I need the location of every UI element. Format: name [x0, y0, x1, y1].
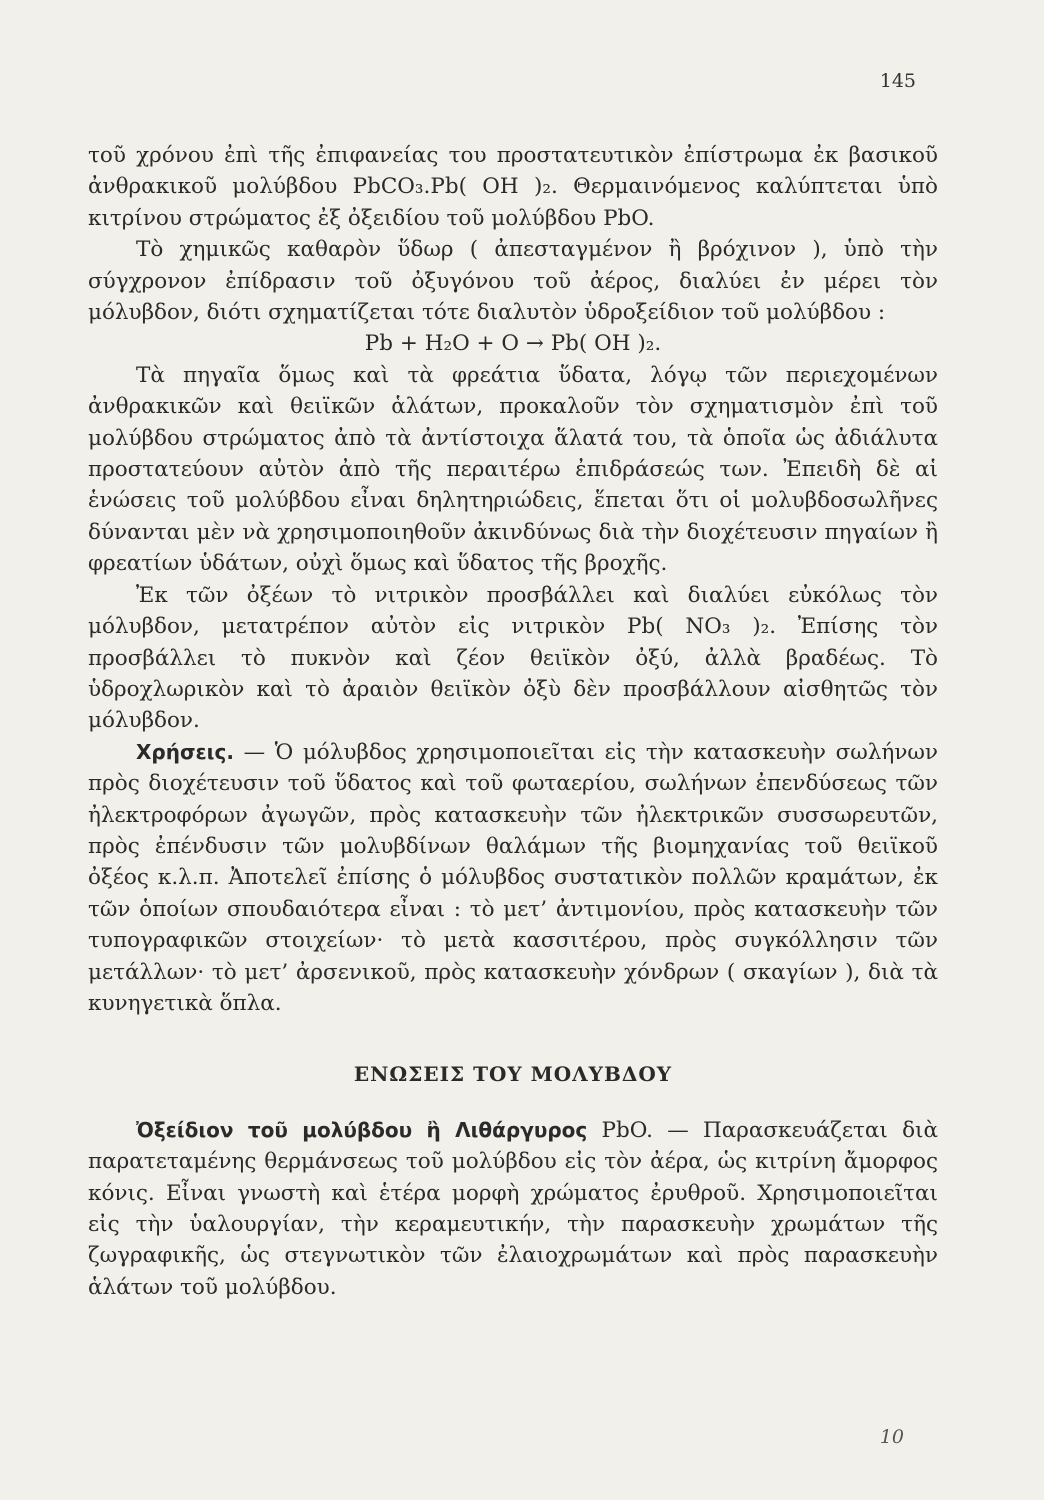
oxide-label: Ὀξείδιον τοῦ μολύβδου ἢ Λιθάργυρος [136, 1117, 588, 1142]
page-number: 145 [879, 70, 916, 92]
chemical-formula: Pb + H₂O + O → Pb( OH )₂. [364, 331, 662, 357]
paragraph-2: Τὸ χημικῶς καθαρὸν ὕδωρ ( ἀπεσταγμένον ἢ βρόχινον ), ὑπὸ τὴν σύγχρονον ἐπίδρασιν τοῦ ὀξυγόνου τοῦ ἀέρος, διαλύει ἐν μέρει τὸν μόλυβδον, διότι σχηματίζεται τότε διαλυτὸν ὑδροξείδιον τοῦ μολύβδου : [88, 237, 938, 326]
signature-mark: 10 [879, 1426, 904, 1448]
section-heading: ΕΝΩΣΕΙΣ ΤΟΥ ΜΟΛΥΒΔΟΥ [353, 1062, 673, 1087]
body-text [88, 140, 938, 1303]
paragraph-oxide [88, 1115, 938, 1303]
uses-label: Χρήσεις. [136, 739, 234, 764]
paragraph-3: Τὰ πηγαῖα ὅμως καὶ τὰ φρεάτια ὕδατα, λόγῳ τῶν περιεχομένων ἀνθρακικῶν καὶ θειϊκῶν ἁλάτων, προκαλοῦν τὸν σχηματισμὸν ἐπὶ τοῦ μολύβδου στρώματος ἀπὸ τὰ ἀντίστοιχα ἅλατά του, τὰ ὁποῖα ὡς ἀδιάλυτα προστατεύουν αὐτὸν ἀπὸ τῆς περαιτέρω ἐπιδράσεώς των. Ἐπειδὴ δὲ αἱ ἑνώσεις τοῦ μολύβδου εἶναι δηλητηριώδεις, ἕπεται ὅτι οἱ μολυβδοσωλῆνες δύνανται μὲν νὰ χρησιμοποιηθοῦν ἀκινδύνως διὰ τὴν διοχέτευσιν πηγαίων ἢ φρεατίων ὑδάτων, οὐχὶ ὅμως καὶ ὕδατος τῆς βροχῆς. [88, 362, 938, 577]
paragraph-1: τοῦ χρόνου ἐπὶ τῆς ἐπιφανείας του προστατευτικὸν ἐπίστρωμα ἐκ βασικοῦ ἀνθρακικοῦ μολύβδου PbCO₃.Pb( OH )₂. Θερμαινόμενος καλύπτεται ὑπὸ κιτρίνου στρώματος ἐξ ὀξειδίου τοῦ μολύβδου PbO. [88, 143, 938, 231]
paragraph-uses [88, 737, 938, 1020]
oxide-text: PbO. — Παρασκευάζεται διὰ παρατεταμένης θερμάνσεως τοῦ μολύβδου εἰς τὸν ἀέρα, ὡς κιτρίνη ἄμορφος κόνις. Εἶναι γνωστὴ καὶ ἑτέρα μορφὴ χρώματος ἐρυθροῦ. Χρησιμοποιεῖται εἰς τὴν ὑαλουργίαν, τὴν κεραμευτικήν, τὴν παρασκευὴν χρωμάτων τῆς ζωγραφικῆς, ὡς στεγνωτικὸν τῶν ἐλαιοχρωμάτων καὶ πρὸς παρασκευὴν ἁλάτων τοῦ μολύβδου. [88, 1117, 938, 1300]
paragraph-4: Ἐκ τῶν ὀξέων τὸ νιτρικὸν προσβάλλει καὶ διαλύει εὐκόλως τὸν μόλυβδον, μετατρέπον αὐτὸν εἰς νιτρικὸν Pb( NO₃ )₂. Ἐπίσης τὸν προσβάλλει τὸ πυκνὸν καὶ ζέον θειϊκὸν ὀξύ, ἀλλὰ βραδέως. Τὸ ὑδροχλωρικὸν καὶ τὸ ἀραιὸν θειϊκὸν ὀξὺ δὲν προσβάλλουν αἰσθητῶς τὸν μόλυβδον. [88, 582, 938, 734]
uses-text: — Ὁ μόλυβδος χρησιμοποιεῖται εἰς τὴν κατασκευὴν σωλήνων πρὸς διοχέτευσιν τοῦ ὕδατος καὶ τοῦ φωταερίου, σωλήνων ἐπενδύσεως τῶν ἠλεκτροφόρων ἀγωγῶν, πρὸς κατασκευὴν τῶν ἠλεκτρικῶν συσσωρευτῶν, πρὸς ἐπένδυσιν τῶν μολυβδίνων θαλάμων τῆς βιομηχανίας τοῦ θειϊκοῦ ὀξέος κ.λ.π. Ἀποτελεῖ ἐπίσης ὁ μόλυβδος συστατικὸν πολλῶν κραμάτων, ἐκ τῶν ὁποίων σπουδαιότερα εἶναι : τὸ μετ’ ἀντιμονίου, πρὸς κατασκευὴν τῶν τυπογραφικῶν στοιχείων· τὸ μετὰ κασσιτέρου, πρὸς συγκόλλησιν τῶν μετάλλων· τὸ μετ’ ἀρσενικοῦ, πρὸς κατασκευὴν χόνδρων ( σκαγίων ), διὰ τὰ κυνηγετικὰ ὅπλα. [88, 739, 938, 1016]
